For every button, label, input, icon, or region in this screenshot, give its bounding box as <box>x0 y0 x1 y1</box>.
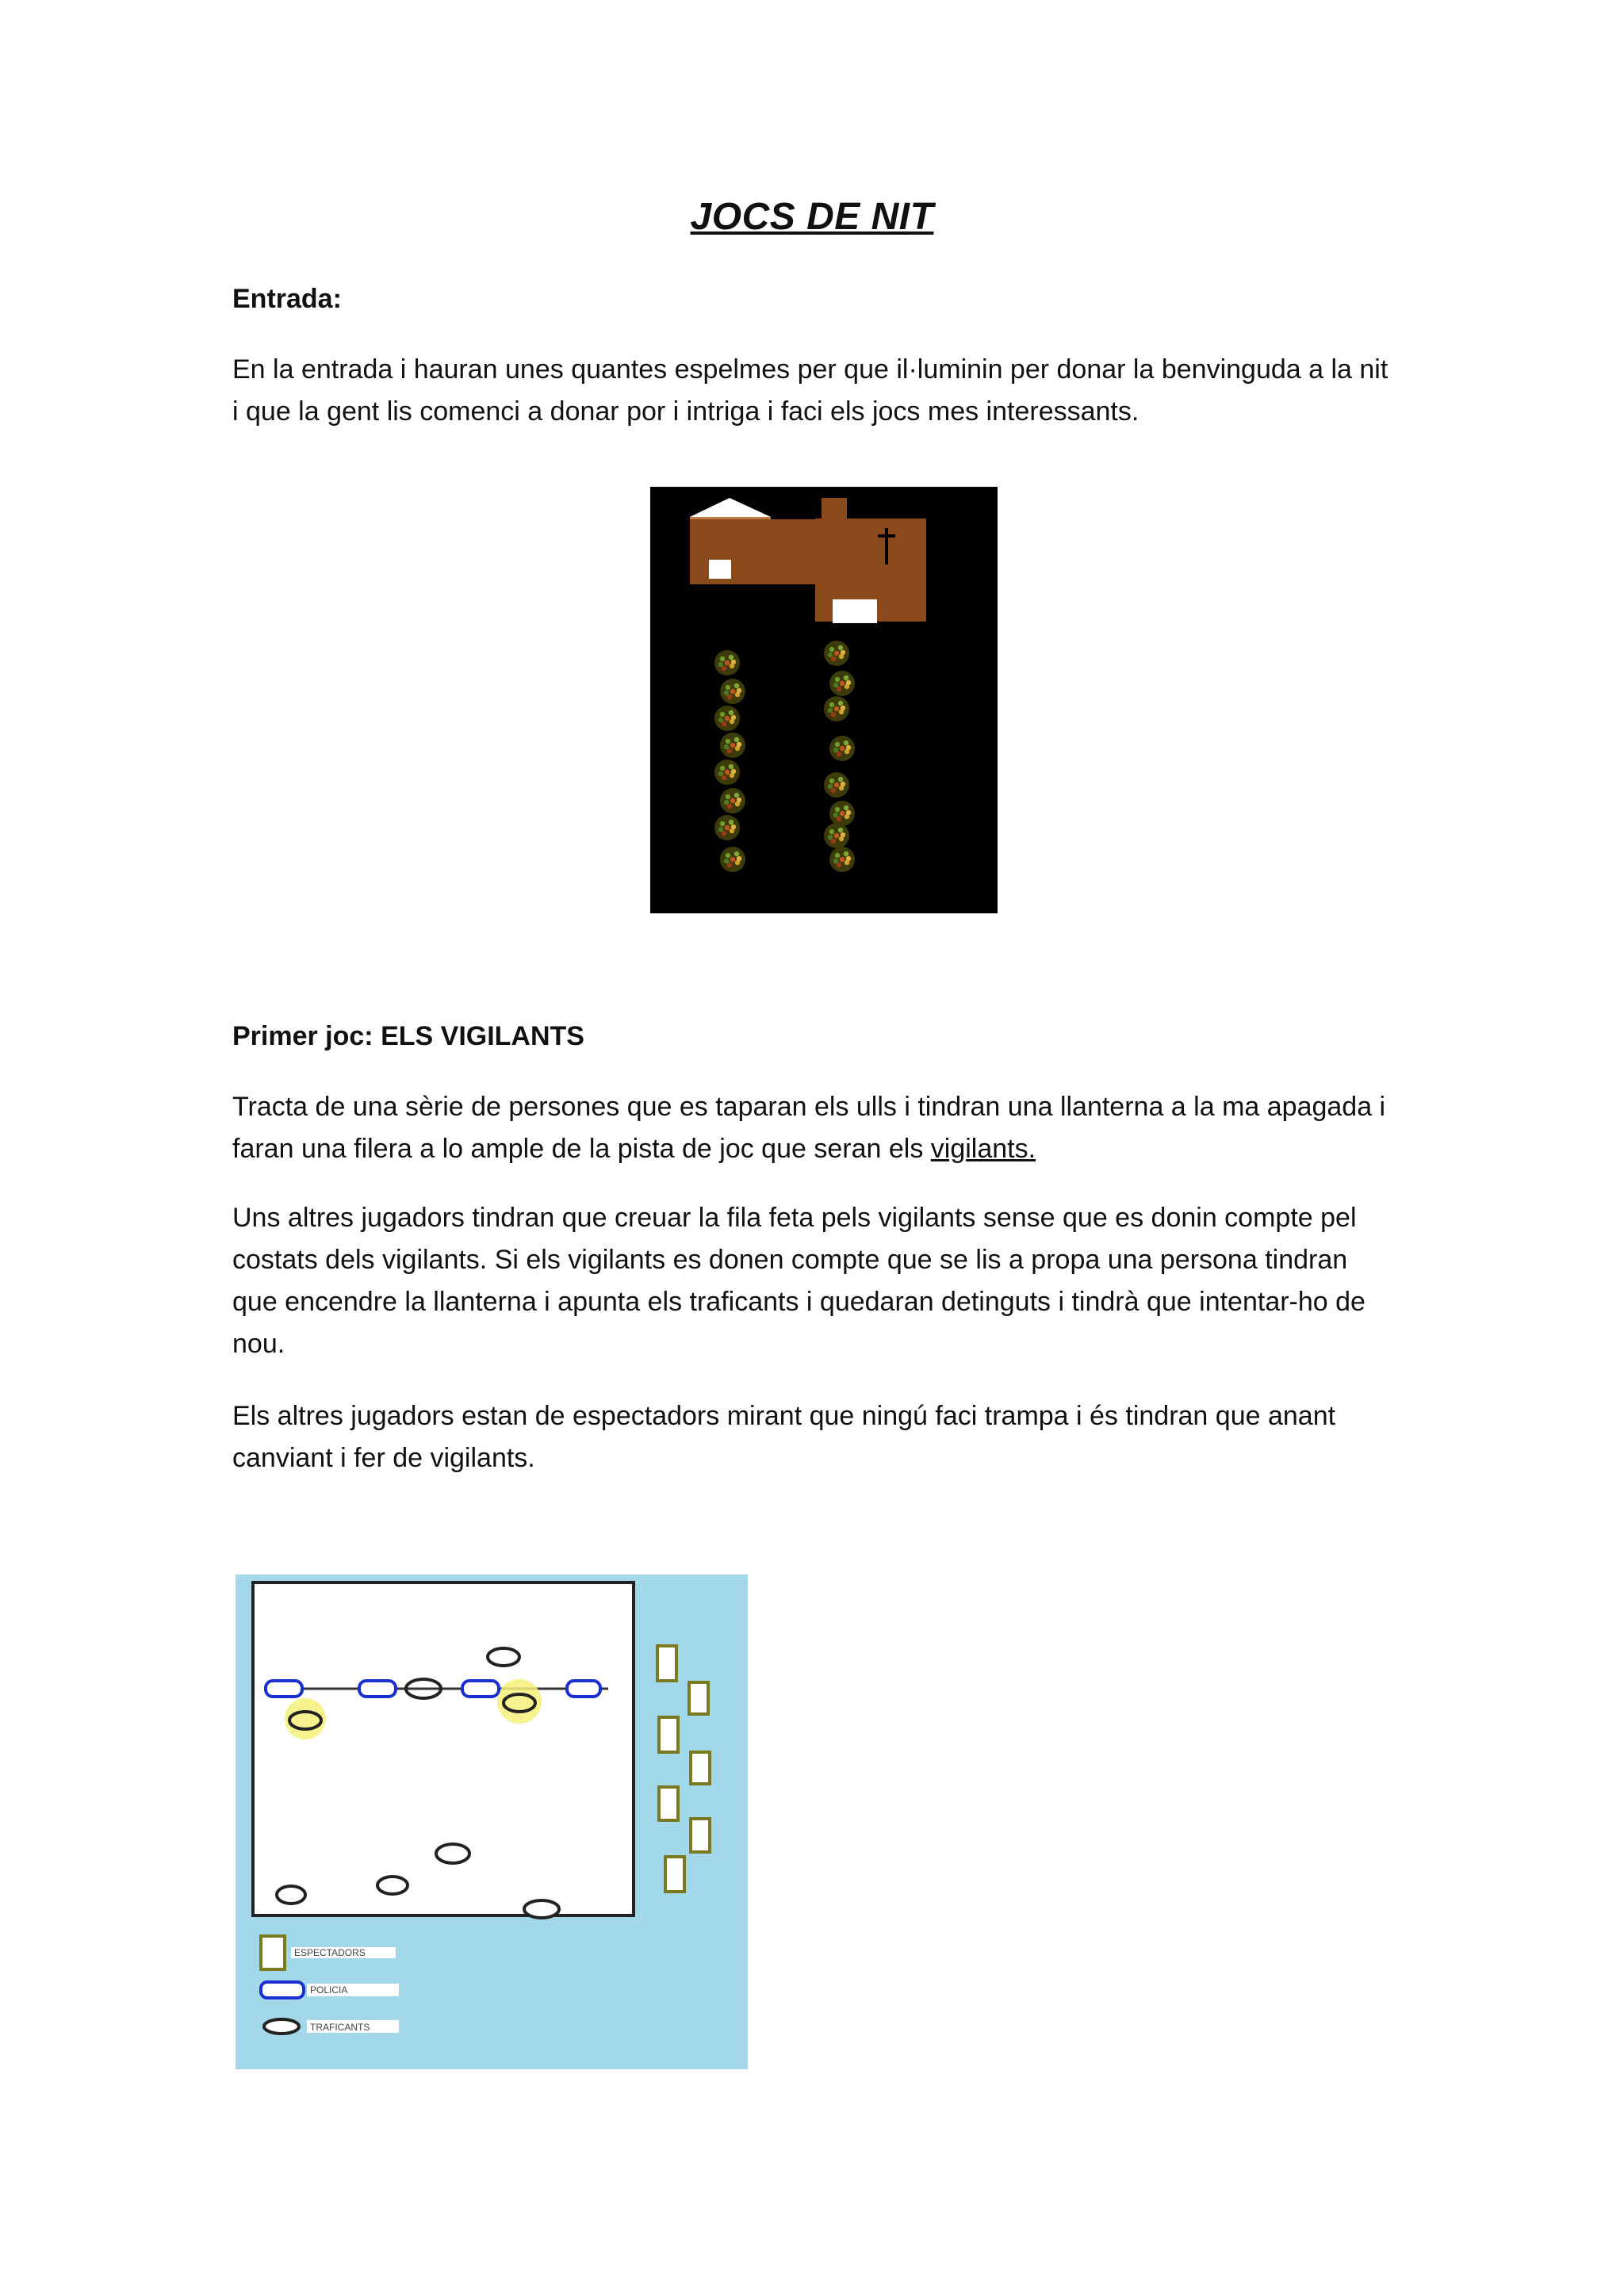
candle-flame <box>838 828 843 832</box>
candle-flame <box>831 656 836 661</box>
police-marker <box>359 1681 396 1697</box>
candle-flame <box>846 680 851 685</box>
candle-flame <box>737 856 741 861</box>
candle-flame <box>734 793 739 798</box>
candle-flame <box>831 839 836 844</box>
candle-flame <box>727 863 732 867</box>
candle-flame <box>720 656 725 661</box>
paragraph-vigilants-3: Els altres jugadors estan de espectadors mirant que ningú faci trampa i és tindran que anant canviant i fer de vigilants. <box>232 1401 1336 1473</box>
candle-flame <box>734 737 739 742</box>
candle-flame <box>725 716 730 721</box>
spectator-marker <box>691 1819 710 1852</box>
candle-flame <box>718 662 723 667</box>
candle-flame <box>841 650 845 655</box>
candle-flame <box>726 853 730 858</box>
trafficker-marker <box>524 1900 559 1918</box>
candle-flame <box>833 683 838 687</box>
candle-flame <box>724 691 729 695</box>
candle-flame <box>727 695 732 699</box>
candle-flame <box>730 798 735 803</box>
candle-flame <box>837 752 841 756</box>
candle-flame <box>727 748 732 753</box>
page-title: JOCS DE NIT <box>690 196 934 238</box>
vigilants-link: vigilants. <box>930 1134 1036 1164</box>
candle-flame <box>838 645 843 650</box>
candle-flame <box>725 770 730 775</box>
trafficker-marker <box>277 1886 305 1904</box>
candle-flame <box>729 764 733 769</box>
candle-flame <box>734 851 739 856</box>
candle-flame <box>835 677 840 682</box>
paragraph-entrada: En la entrada i hauran unes quantes espelmes per que il·luminin per donar la benvinguda a la nit i que la gent lis comenci a donar por i intriga i faci els jocs mes interessants. <box>232 354 1388 427</box>
candle-flame <box>835 807 840 812</box>
candle-flame <box>726 739 730 744</box>
candle-flame <box>841 832 845 837</box>
candle-flame <box>844 806 848 810</box>
candle-flame <box>731 660 736 664</box>
spectator-marker <box>691 1752 710 1784</box>
candle-flame <box>829 779 834 783</box>
candle-flame <box>828 784 833 789</box>
trafficker-marker <box>488 1648 519 1666</box>
candle-flame <box>718 827 723 832</box>
paragraph-vigilants-1 <box>232 1086 1398 1170</box>
candle-flame <box>838 701 843 706</box>
candle-flame <box>829 702 834 707</box>
candle-flame <box>837 863 841 867</box>
candle-flame <box>731 769 736 774</box>
candle-flame <box>835 742 840 747</box>
candle-flame <box>730 857 735 862</box>
candle-flame <box>730 743 735 748</box>
candle-flame <box>837 817 841 821</box>
candle-flame <box>841 782 845 786</box>
candle-flame <box>840 746 845 751</box>
paragraph-vigilants-2: Uns altres jugadors tindran que creuar la fila feta pels vigilants sense que es donin compte pel costats dels vigilants. Si els vigilants es donen compte que se lis a propa una persona tindran que encendre la llanterna i apunta els traficants i quedaran detinguts i tindrà que intentar-ho de nou. <box>232 1203 1365 1359</box>
candle-flame <box>722 831 726 836</box>
candle-flame <box>720 821 725 826</box>
candle-flame <box>729 820 733 825</box>
candle-flame <box>846 856 851 861</box>
candle-flame <box>840 681 845 686</box>
candle-flame <box>831 712 836 717</box>
candle-flame <box>724 744 729 749</box>
candle-flame <box>834 833 839 838</box>
candle-flame <box>844 740 848 745</box>
legend-police-label: POLICIA <box>310 1984 348 1996</box>
candle-flame <box>834 783 839 787</box>
legend-trafficker-label: TRAFICANTS <box>310 2022 370 2033</box>
candle-flame <box>727 804 732 809</box>
candle-flame <box>726 685 730 690</box>
legend-trafficker-icon <box>264 2019 299 2034</box>
candle-flame <box>844 675 848 680</box>
candle-flame <box>724 800 729 805</box>
police-marker <box>462 1681 499 1697</box>
candle-flame <box>725 825 730 830</box>
spectator-marker <box>659 1787 678 1820</box>
candle-flame <box>840 857 845 862</box>
candle-flame <box>731 715 736 720</box>
police-marker <box>266 1681 302 1697</box>
trafficker-marker <box>436 1844 469 1863</box>
candle-flame <box>829 647 834 652</box>
candle-flame <box>833 859 838 863</box>
candle-flame <box>844 851 848 856</box>
church-door <box>833 599 877 623</box>
cross-icon <box>885 528 888 564</box>
candle-flame <box>833 748 838 752</box>
candle-flame <box>835 853 840 858</box>
paragraph-vigilants-1-text: Tracta de una sèrie de persones que es taparan els ulls i tindran una llanterna a la ma apagada i faran una filera a lo ample de la pista de joc que seran els <box>232 1092 1386 1164</box>
candle-flame <box>737 688 741 693</box>
house-window <box>709 560 731 579</box>
playing-field <box>253 1582 634 1915</box>
candle-flame <box>726 794 730 799</box>
field-diagram <box>236 1575 748 2069</box>
candle-flame <box>831 788 836 793</box>
spectator-marker <box>665 1857 684 1892</box>
candle-flame <box>730 689 735 694</box>
candle-flame <box>722 721 726 726</box>
police-marker <box>567 1681 600 1697</box>
candle-flame <box>834 651 839 656</box>
candle-flame <box>718 718 723 722</box>
candle-flame <box>840 811 845 816</box>
candle-flame <box>729 655 733 660</box>
candle-flame <box>841 706 845 710</box>
candle-flame <box>838 777 843 782</box>
spectator-marker <box>657 1646 676 1681</box>
candle-flame <box>725 660 730 665</box>
candle-flame <box>837 687 841 691</box>
candle-flame <box>833 813 838 817</box>
candle-flame <box>722 666 726 671</box>
candle-flame <box>737 798 741 802</box>
candle-flame <box>737 742 741 747</box>
candle-flame <box>828 835 833 840</box>
candle-flame <box>731 825 736 829</box>
legend-spectator-icon <box>261 1936 285 1969</box>
spectator-marker <box>659 1717 678 1752</box>
candle-flame <box>722 775 726 780</box>
candle-flame <box>720 712 725 717</box>
candle-flame <box>718 771 723 776</box>
spectator-marker <box>689 1682 708 1714</box>
candle-flame <box>829 829 834 834</box>
candle-flame <box>724 859 729 863</box>
candle-flame <box>846 745 851 750</box>
candle-flame <box>846 810 851 815</box>
candle-flame <box>734 683 739 688</box>
legend-police-icon <box>261 1982 304 1998</box>
legend-spectator-label: ESPECTADORS <box>294 1947 366 1958</box>
entrance-illustration <box>650 487 998 913</box>
candle-flame <box>729 710 733 715</box>
candle-flame <box>828 652 833 657</box>
candle-flame <box>834 706 839 711</box>
section-heading-primer-joc: Primer joc: ELS VIGILANTS <box>232 1021 584 1051</box>
trafficker-marker <box>377 1877 408 1894</box>
candle-flame <box>828 708 833 713</box>
section-heading-entrada: Entrada: <box>232 284 342 314</box>
candle-flame <box>720 766 725 771</box>
